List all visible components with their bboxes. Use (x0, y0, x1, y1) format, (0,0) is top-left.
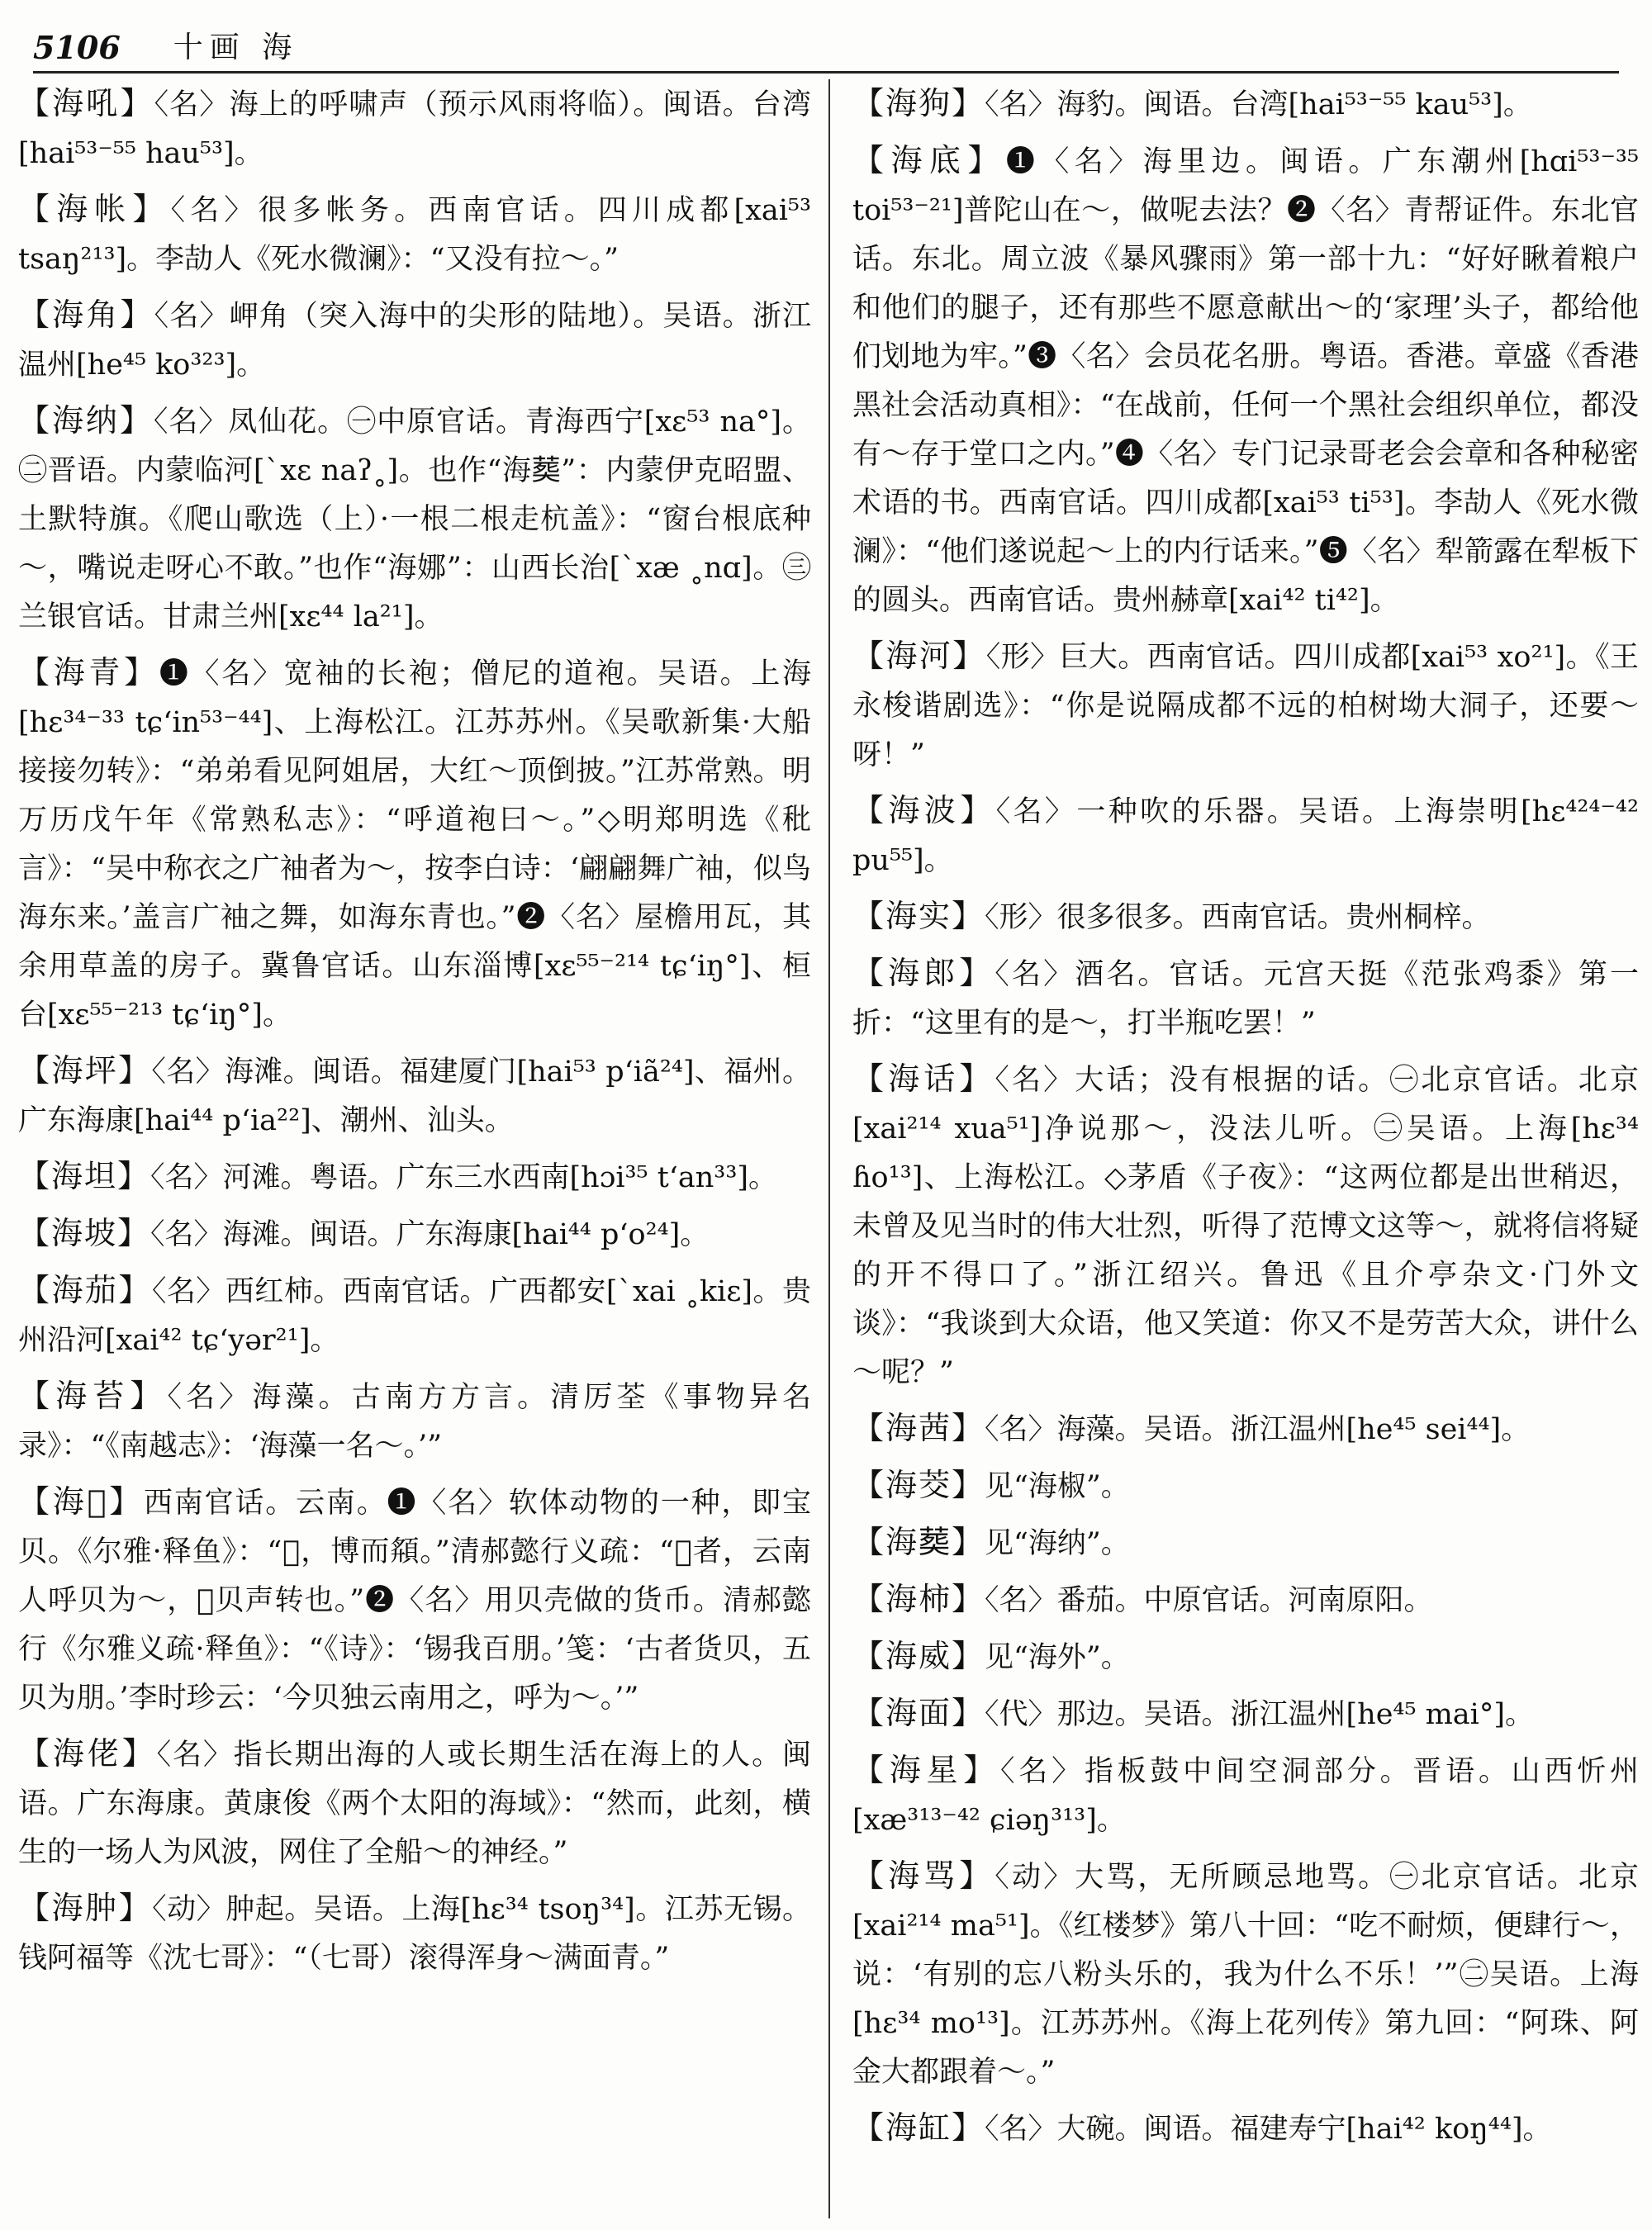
entry-definition: 〈名〉河滩。粤语。广东三水西南[hɔi³⁵ tʻan³³]。 (150, 1161, 778, 1194)
entry-definition: ❶〈名〉海里边。闽语。广东潮州[hɑi⁵³⁻³⁵ toi⁵³⁻²¹]普陀山在～，做呢去法？❷〈名〉青帮证件。东北官话。东北。周立波《暴风骤雨》第一部十九：“好好瞅着粮户和他们的腿子，还有那些不愿意献出～的‘家理’头子，都给他们划地为牢。”❸〈名〉会员花名册。粤语。香港。章盛《香港黑社会活动真相》：“在战前，任何一个黑社会组织单位，都没有～存于堂口之内。”❹〈名〉专门记录哥老会会章和各种秘密术语的书。西南官话。四川成都[xai⁵³ ti⁵³]。李劼人《死水微澜》：“他们遂说起～上的内行话来。”❺〈名〉犁箭露在犁板下的圆头。西南官话。贵州赫章[xai⁴² ti⁴²]。 (852, 145, 1639, 617)
entry-definition: 〈名〉西红柿。西南官话。广西都安[ˋxai ˳kiɛ]。贵州沿河[xai⁴² tɕʻyər²¹]。 (18, 1275, 811, 1357)
entry-definition: 〈名〉海滩。闽语。广东海康[hai⁴⁴ pʻo²⁴]。 (150, 1218, 710, 1251)
entry-headword: 【海星】 (852, 1752, 1001, 1788)
entry-definition: 〈名〉海滩。闽语。福建厦门[hai⁵³ pʻiã²⁴]、福州。广东海康[hai⁴⁴ pʻia²²]、潮州、汕头。 (18, 1056, 811, 1137)
dictionary-entry (18, 79, 811, 178)
entry-definition: 〈动〉大骂，无所顾忌地骂。㊀北京官话。北京[xai²¹⁴ ma⁵¹]。《红楼梦》第八十回：“吃不耐烦，便肆行～，说：‘有别的忘八粉头乐的，我为什么不乐！’”㊁吴语。上海[hɛ³⁴ mo¹³]。江苏苏州。《海上花列传》第九回：“阿珠、阿金大都跟着～。” (852, 1861, 1639, 2089)
entry-definition: ❶〈名〉宽袖的长袍；僧尼的道袍。吴语。上海[hɛ³⁴⁻³³ tɕʻin⁵³⁻⁴⁴]、上海松江。江苏苏州。《吴歌新集·大船接接勿转》：“弟弟看见阿姐居，大红～顶倒披。”江苏常熟。明万历戊午年《常熟私志》：“呼道袍曰～。”◇明郑明选《秕言》：“吴中称衣之广袖者为～，按李白诗：‘翩翩舞广袖，似鸟海东来。’盖言广袖之舞，如海东青也。”❷〈名〉屋檐用瓦，其余用草盖的房子。冀鲁官话。山东淄博[xɛ⁵⁵⁻²¹⁴ tɕʻiŋ°]、桓台[xɛ⁵⁵⁻²¹³ tɕʻiŋ°]。 (18, 657, 811, 1032)
entry-headword: 【海茭】 (852, 1467, 985, 1503)
entry-definition: 〈动〉肿起。吴语。上海[hɛ³⁴ tsoŋ³⁴]。江苏无锡。钱阿福等《沈七哥》：“（七哥）滚得浑身～满面青。” (18, 1893, 811, 1975)
entry-definition: 〈名〉海上的呼啸声（预示风雨将临）。闽语。台湾[hai⁵³⁻⁵⁵ hau⁵³]。 (18, 88, 811, 170)
entry-definition: 〈名〉大话；没有根据的话。㊀北京官话。北京[xai²¹⁴ xua⁵¹]净说那～，没法儿听。㊁吴语。上海[hɛ³⁴ ɦo¹³]、上海松江。◇茅盾《子夜》：“这两位都是出世稍迟，未曾及见当时的伟大壮烈，听得了范博文这等～，就将信将疑的开不得口了。”浙江绍兴。鲁迅《且介亭杂文·门外文谈》：“我谈到大众语，他又笑道：你又不是劳苦大众，讲什么～呢？” (852, 1064, 1639, 1389)
column-divider (828, 79, 830, 2218)
entry-definition: 〈代〉那边。吴语。浙江温州[he⁴⁵ mai°]。 (985, 1698, 1535, 1731)
entry-headword: 【海𦵏】 (852, 1524, 985, 1560)
dictionary-entry (18, 1209, 811, 1260)
entry-definition: 〈名〉指板鼓中间空洞部分。晋语。山西忻州[xæ³¹³⁻⁴² ɕiəŋ³¹³]。 (852, 1755, 1639, 1837)
entry-definition: 〈名〉番茄。中原官话。河南原阳。 (985, 1584, 1433, 1617)
dictionary-entry (852, 1689, 1639, 1739)
entry-definition: 〈名〉一种吹的乐器。吴语。上海崇明[hɛ⁴²⁴⁻⁴² pu⁵⁵]。 (852, 795, 1639, 877)
entry-headword: 【海面】 (852, 1695, 985, 1731)
entry-definition: 西南官话。云南。❶〈名〉软体动物的一种，即宝贝。《尔雅·释鱼》：“𧵅，博而頯。”清郝懿行义疏：“𧵅者，云南人呼贝为～，𧵅贝声转也。”❷〈名〉用贝壳做的货币。清郝懿行《尔雅义疏·释鱼》：“《诗》：‘锡我百朋。’笺：‘古者货贝，五贝为朋。’李时珍云：‘今贝独云南用之，呼为～。’” (18, 1487, 811, 1715)
dictionary-entry (852, 1404, 1639, 1454)
entry-headword: 【海实】 (852, 898, 985, 934)
entry-headword: 【海柿】 (852, 1581, 985, 1617)
dictionary-entry (852, 949, 1639, 1048)
entry-headword: 【海纳】 (18, 402, 154, 439)
dictionary-entry (18, 1884, 811, 1983)
entry-definition: 〈名〉海豹。闽语。台湾[hai⁵³⁻⁵⁵ kau⁵³]。 (985, 88, 1532, 121)
page-header (33, 21, 1619, 74)
entry-definition: 见“海椒”。 (985, 1470, 1130, 1503)
entry-headword: 【海坪】 (18, 1052, 152, 1089)
dictionary-entry (18, 1478, 811, 1723)
entry-headword: 【海河】 (852, 638, 986, 674)
dictionary-entry (18, 291, 811, 390)
entry-headword: 【海郎】 (852, 955, 995, 991)
dictionary-entry (852, 1575, 1639, 1625)
dictionary-entry (18, 1266, 811, 1365)
entry-headword: 【海狗】 (852, 85, 985, 121)
entry-headword: 【海骂】 (852, 1858, 995, 1894)
dictionary-entry (852, 1461, 1639, 1511)
entry-definition: 〈名〉海藻。吴语。浙江温州[he⁴⁵ sei⁴⁴]。 (985, 1413, 1531, 1446)
entry-definition: 〈名〉指长期出海的人或长期生活在海上的人。闽语。广东海康。黄康俊《两个太阳的海域》：“然而，此刻，横生的一场人为风波，网住了全船～的神经。” (18, 1739, 811, 1869)
entry-headword: 【海缸】 (852, 2109, 985, 2146)
dictionary-entry (18, 1372, 811, 1471)
running-title: 十画 海 (173, 31, 299, 64)
dictionary-entry (852, 1055, 1639, 1397)
dictionary-entry (852, 2104, 1639, 2154)
dictionary-entry (852, 892, 1639, 942)
entry-headword: 【海坦】 (18, 1158, 151, 1194)
entry-headword: 【海坡】 (18, 1215, 151, 1251)
dictionary-entry (852, 1632, 1639, 1682)
dictionary-entry (18, 1046, 811, 1146)
entry-headword: 【海帐】 (18, 191, 171, 227)
dictionary-entry (18, 396, 811, 642)
entry-definition: 〈形〉很多很多。西南官话。贵州桐梓。 (985, 901, 1491, 934)
dictionary-entry (18, 648, 811, 1040)
dictionary-entry (18, 185, 811, 284)
dictionary-entry (852, 1518, 1639, 1568)
entry-headword: 【海角】 (18, 297, 154, 333)
entry-headword: 【海佬】 (18, 1735, 157, 1772)
entry-definition: 〈名〉海藻。古南方方言。清厉荃《事物异名录》：“《南越志》：‘海藻一名～。’” (18, 1381, 811, 1463)
entry-definition: 〈名〉岬角（突入海中的尖形的陆地）。吴语。浙江温州[he⁴⁵ ko³²³]。 (18, 300, 811, 382)
dictionary-entry (852, 786, 1639, 885)
entry-headword: 【海波】 (852, 792, 996, 828)
right-column (852, 79, 1639, 2218)
entry-headword: 【海茜】 (852, 1410, 985, 1446)
entry-headword: 【海底】 (852, 142, 1006, 178)
entry-headword: 【海威】 (852, 1638, 985, 1674)
dictionary-entry (18, 1729, 811, 1877)
dictionary-entry (852, 136, 1639, 625)
dictionary-entry (852, 1852, 1639, 2097)
dictionary-entry (852, 1746, 1639, 1845)
entry-headword: 【海苔】 (18, 1378, 168, 1414)
entry-headword: 【海吼】 (18, 85, 154, 121)
dictionary-entry (852, 632, 1639, 780)
entry-headword: 【海𧵅】 (18, 1483, 145, 1520)
entry-definition: 〈名〉很多帐务。西南官话。四川成都[xai⁵³ tsaŋ²¹³]。李劼人《死水微澜》：“又没有拉～。” (18, 194, 811, 276)
entry-headword: 【海话】 (852, 1060, 995, 1097)
entry-definition: 〈名〉凤仙花。㊀中原官话。青海西宁[xɛ⁵³ na°]。㊁晋语。内蒙临河[ˋxɛ naʔ˳]。也作“海𦵏”：内蒙伊克昭盟、土默特旗。《爬山歌选（上）·一根二根走杭盖》：“窗台根底种～，嘴说走呀心不敢。”也作“海娜”：山西长治[ˋxæ ˳nɑ]。㊂兰银官话。甘肃兰州[xɛ⁴⁴ la²¹]。 (18, 406, 811, 633)
entry-definition: 〈形〉巨大。西南官话。四川成都[xai⁵³ xo²¹]。《王永梭谐剧选》：“你是说隔成都不远的柏树坳大洞子，还要～呀！” (852, 641, 1639, 771)
page-number: 5106 (33, 29, 121, 66)
entry-definition: 见“海外”。 (985, 1641, 1130, 1674)
entry-headword: 【海青】 (18, 654, 159, 690)
entry-headword: 【海茄】 (18, 1272, 152, 1308)
entry-definition: 〈名〉酒名。官话。元宫天挺《范张鸡黍》第一折：“这里有的是～，打半瓶吃罢！” (852, 958, 1639, 1040)
left-column (18, 79, 811, 2218)
entry-headword: 【海肿】 (18, 1890, 153, 1926)
dictionary-entry (18, 1152, 811, 1203)
entry-definition: 〈名〉大碗。闽语。福建寿宁[hai⁴² koŋ⁴⁴]。 (985, 2113, 1552, 2146)
entry-definition: 见“海纳”。 (985, 1527, 1130, 1560)
dictionary-entry (852, 79, 1639, 130)
